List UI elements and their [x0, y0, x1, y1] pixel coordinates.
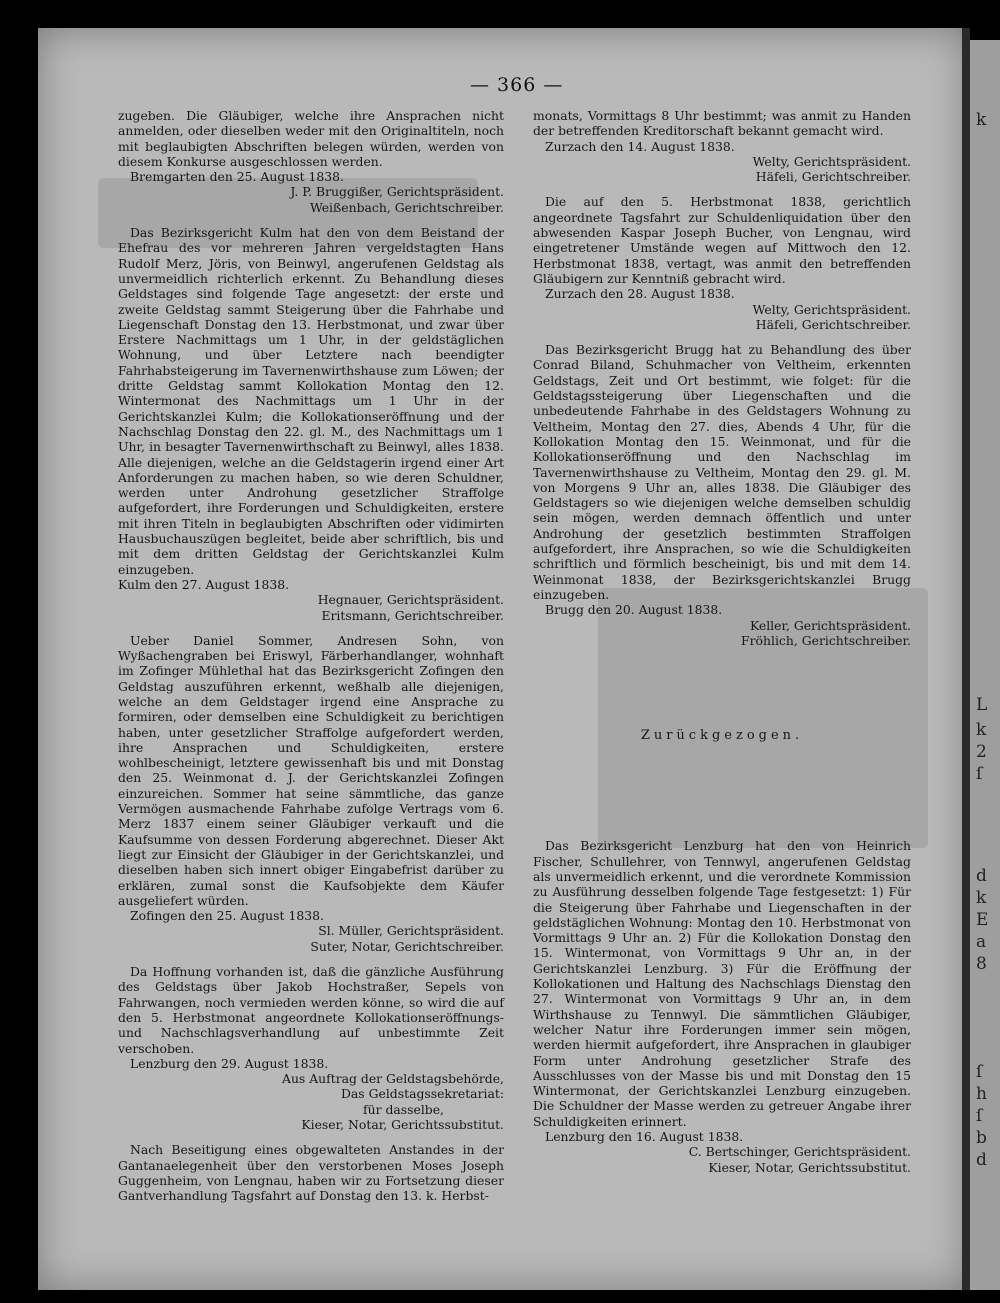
notice-text: Das Bezirksgericht Kulm hat den von dem Beistand der Ehefrau des vor mehreren Jahren vergeldstagten Hans Rudolf Merz, Jöris, von Beinwyl, angerufenen Geldstag als unvermeidlich richterlich erkennt. Zu Behandlung dieses Geldstages sind folgende Tage angesetzt: der erste und zweite Geldstag sammt Steigerung über die Fahrhabe und Liegenschaft Donstag den 13. Herbstmonat, und zwar über Erstere Nachmittags um 1 Uhr, in der geldstäglichen Wohnung, und über Letztere nach beendigter Fahrhabsteigerung im Tavernenwirthshause zum Löwen; der dritte Geldstag sammt Kollokation Montag den 12. Wintermonat des Nachmittags um 1 Uhr in der Gerichtskanzlei Kulm; die Kollokationseröffnung und der Nachschlag Donstag den 22. gl. M., des Nachmittags um 1 Uhr, in besagter Tavernenwirthschaft zu Beinwyl, alles 1838. Alle diejenigen, welche an die Geldstagerin irgend einer Art Anforderungen zu machen haben, so wie deren Schuldner, werden unter Androhung gesetzlicher Straffolge aufgefordert, ihre Forderungen und Schuldigkeiten, erstere mit ihren Titeln in beglaubigten Abschriften oder vidimirten Hausbuchauszügen begleitet, beide aber schriftlich, bis und mit dem dritten Geldstag der Gerichtskanzlei Kulm einzugeben. [118, 225, 504, 577]
signature: Fröhlich, Gerichtschreiber. [741, 632, 911, 648]
edge-letter: k [976, 720, 987, 740]
page-number: — 366 — [470, 74, 564, 96]
edge-letter: ſ [976, 764, 983, 784]
notice-text: Die auf den 5. Herbstmonat 1838, gerichtlich angeordnete Tagsfahrt zur Schuldenliquidation über den abwesenden Kaspar Joseph Bucher, von Lengnau, wird eingetretener Umstände wegen auf Mittwoch den 12. Herbstmonat 1838, vertagt, was anmit den betreffenden Gläubigern zur Kenntniß gebracht wird. [533, 194, 911, 286]
signature: Kieser, Notar, Gerichtssubstitut. [708, 1159, 911, 1175]
signature: Keller, Gerichtspräsident. [749, 617, 911, 633]
right-column [533, 108, 911, 1175]
next-page-letters [976, 0, 1000, 1303]
edge-letter: d [976, 1150, 987, 1170]
notice-date: Kulm den 27. August 1838. [118, 576, 290, 592]
signature: C. Bertschinger, Gerichtspräsident. [688, 1144, 911, 1160]
notice-text: zugeben. Die Gläubiger, welche ihre Ansprachen nicht anmelden, oder dieselben weder mit den Originaltiteln, noch mit beglaubigten Abschriften belegen würden, werden von diesem Konkurse ausgeschlossen werden. [118, 108, 504, 169]
edge-letter: ſ [976, 1106, 983, 1126]
notice-text: Das Bezirksgericht Lenzburg hat den von Heinrich Fischer, Schullehrer, von Tennwyl, angerufenen Geldstag als unvermeidlich erkennt, und die verordnete Kommission zu Ausführung desselben folgende Tage festgesetzt: 1) Für die Steigerung über Fahrhabe und Liegenschaften in der geldstäglichen Wohnung: Montag den 10. Herbstmonat von Vormittags 9 Uhr an. 2) Für die Kollokation Donstag den 15. Wintermonat, von Vormittags 9 Uhr an, in der Gerichtskanzlei Lenzburg. 3) Für die Eröffnung der Kollokationen und Haltung des Nachschlags Dienstag den 27. Wintermonat von Vormittags 9 Uhr an, in dem Wirthshause zu Tennwyl. Die sämmtlichen Gläubiger, welcher Natur ihre Forderungen immer sein mögen, werden hiermit aufgefordert, ihre Ansprachen in glaubiger Form unter Androhung gesetzlicher Strafe des Ausschlusses von der Masse bis und mit Donstag den 15 Wintermonat, der Gerichtskanzlei Lenzburg einzugeben. Die Schuldner der Masse werden zu getreuer Angabe ihrer Schuldigkeiten erinnert. [533, 838, 911, 1129]
signature: Suter, Notar, Gerichtschreiber. [310, 938, 504, 954]
signature: Aus Auftrag der Geldstagsbehörde, [282, 1071, 504, 1087]
edge-letter: 2 [976, 742, 987, 762]
left-column [118, 108, 504, 1203]
edge-letter: k [976, 110, 987, 130]
edge-letter: E [976, 910, 989, 930]
edge-letter: d [976, 866, 987, 886]
edge-letter: k [976, 888, 987, 908]
notice-date: Zurzach den 14. August 1838. [545, 138, 735, 154]
signature: Hegnauer, Gerichtspräsident. [317, 592, 504, 608]
notice-date: Bremgarten den 25. August 1838. [130, 169, 344, 185]
signature: Häfeli, Gerichtschreiber. [755, 169, 911, 185]
notice-text: Nach Beseitigung eines obgewalteten Anstandes in der Gantanaelegenheit über den verstorbenen Moses Joseph Guggenheim, von Lengnau, haben wir zu Fortsetzung dieser Gantverhandlung Tagsfahrt auf Donstag den 13. k. Herbst- [118, 1142, 504, 1204]
signature: Das Geldstagssekretariat: [340, 1086, 504, 1102]
signature: Häfeli, Gerichtschreiber. [755, 316, 911, 332]
notice-text: Das Bezirksgericht Brugg hat zu Behandlung des über Conrad Biland, Schuhmacher von Veltheim, erkennten Geldstags, Zeit und Ort bestimmt, wie folget: für die Geldstagssteigerung über Liegenschaften und die unbedeutende Fahrhabe in des Geldstagers Wohnung zu Veltheim, Montag den 27. dies, Abends 4 Uhr, für die Kollokation Montag den 15. Weinmonat, und für die Kollokationseröffnung und den Nachschlag im Tavernenwirthshause zu Veltheim, Montag den 29. gl. M. von Morgens 9 Uhr an, alles 1838. Die Gläubiger des Geldstagers so wie diejenigen welche demselben schuldig sein mögen, werden demnach öffentlich und unter Androhung der gesetzlich bestimmten Straffolgen aufgefordert, ihre Ansprachen, so wie die Schuldigkeiten schriftlich und förmlich bescheinigt, bis und mit dem 14. Weinmonat 1838, der Bezirksgerichtskanzlei Brugg einzugeben. [533, 342, 911, 602]
section-heading: Zurückgezogen. [640, 728, 804, 744]
signature: J. P. Bruggißer, Gerichtspräsident. [290, 184, 504, 200]
edge-letter: L [976, 695, 988, 715]
signature: Kieser, Notar, Gerichtssubstitut. [301, 1117, 504, 1132]
signature: Sl. Müller, Gerichtspräsident. [318, 923, 504, 939]
edge-letter: b [976, 1128, 987, 1148]
notice-date: Brugg den 20. August 1838. [545, 602, 723, 618]
signature: für dasselbe, [363, 1101, 444, 1117]
signature: Welty, Gerichtspräsident. [752, 153, 911, 169]
notice-date: Lenzburg den 29. August 1838. [130, 1055, 329, 1071]
edge-letter: a [976, 932, 987, 952]
notice-date: Zurzach den 28. August 1838. [545, 286, 735, 302]
notice-text: Ueber Daniel Sommer, Andresen Sohn, von Wyßachengraben bei Eriswyl, Färberhandlanger, wohnhaft im Zofinger Mühlethal hat das Bezirksgericht Zofingen den Geldstag auszuführen erkennt, weßhalb alle diejenigen, welche an dem Geldstager irgend eine Ansprache zu formiren, oder demselben eine Schuldigkeit zu berichtigen haben, unter gesetzlicher Straffolge aufgefordert werden, ihre Ansprachen und Schuldigkeiten, erstere wohlbescheinigt, letztere gewissenhaft bis und mit Donstag den 25. Weinmonat d. J. der Gerichtskanzlei Zofingen einzureichen. Sommer hat seine sämmtliche, das ganze Vermögen ausmachende Fahrhabe zufolge Vertrags vom 6. Merz 1837 einem seiner Gläubiger verkauft und die Kaufsumme von dessen Forderung abgerechnet. Dieser Akt liegt zur Einsicht der Gläubiger in der Gerichtskanzlei, und dieselben haben sich innert obiger Eingabefrist darüber zu erklären, zumal sonst die Kaufsobjekte dem Käufer ausgeliefert würden. [118, 632, 504, 908]
signature: Welty, Gerichtspräsident. [752, 301, 911, 317]
edge-letter: h [976, 1084, 987, 1104]
signature: Eritsmann, Gerichtschreiber. [321, 607, 504, 623]
edge-letter: ſ [976, 1062, 983, 1082]
book-spine [962, 28, 970, 1290]
notice-text: Da Hoffnung vorhanden ist, daß die gänzliche Ausführung des Geldstags über Jakob Hochstraßer, Sepels von Fahrwangen, noch vermieden werden könne, so wird die auf den 5. Herbstmonat angeordnete Kollokationseröffnungs- und Nachschlagsverhandlung auf unbestimmte Zeit verschoben. [118, 964, 504, 1056]
signature: Weißenbach, Gerichtschreiber. [309, 199, 504, 215]
notice-text: monats, Vormittags 8 Uhr bestimmt; was anmit zu Handen der betreffenden Kreditorschaft bekannt gemacht wird. [533, 108, 911, 139]
notice-date: Lenzburg den 16. August 1838. [545, 1129, 744, 1145]
edge-letter: 8 [976, 954, 987, 974]
notice-date: Zofingen den 25. August 1838. [130, 908, 324, 924]
